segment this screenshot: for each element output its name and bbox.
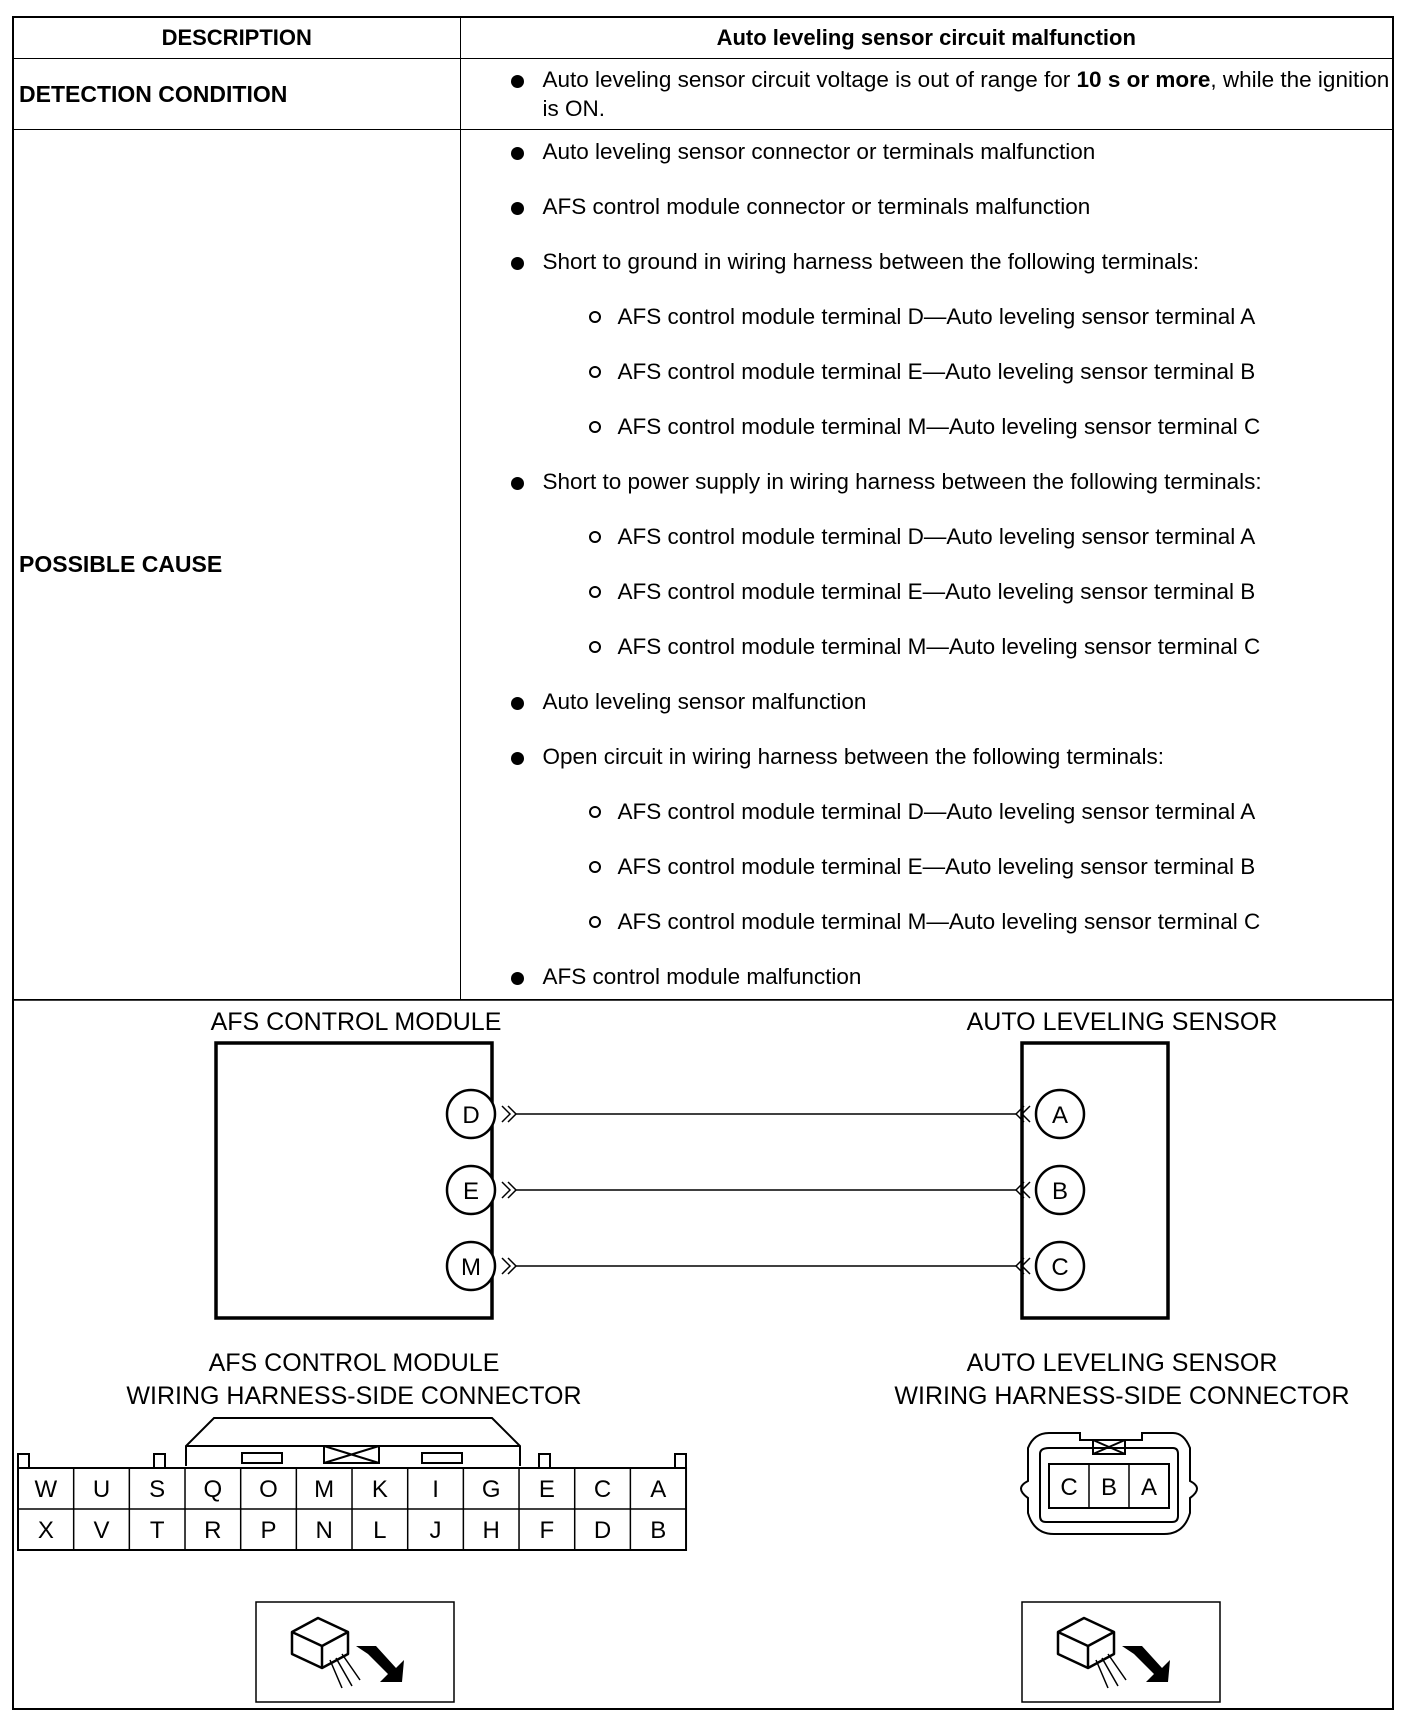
- sensor-title: AUTO LEVELING SENSOR: [966, 1008, 1278, 1036]
- cause-item: Short to ground in wiring harness between the following terminals:: [461, 247, 1393, 276]
- cause-item: Auto leveling sensor malfunction: [461, 687, 1393, 716]
- afs-connector-title-1: AFS CONTROL MODULE: [208, 1349, 500, 1377]
- cause-item: Short to power supply in wiring harness between the following terminals:: [461, 467, 1393, 496]
- header-malfunction-title: Auto leveling sensor circuit malfunction: [460, 18, 1392, 59]
- afs-pin-R: R: [204, 1517, 222, 1544]
- cause-subitem: AFS control module terminal D—Auto leveling sensor terminal A: [461, 522, 1393, 551]
- cause-item: Open circuit in wiring harness between the following terminals:: [461, 742, 1393, 771]
- afs-pin-D: D: [593, 1517, 612, 1544]
- afs-pin-F: F: [539, 1517, 555, 1544]
- document-sheet: [12, 16, 1394, 1710]
- sensor-connector-title-2: WIRING HARNESS-SIDE CONNECTOR: [894, 1382, 1350, 1410]
- afs-pin-U: U: [92, 1476, 111, 1503]
- afs-pin-J: J: [429, 1517, 442, 1544]
- afs-pin-K: K: [371, 1476, 388, 1503]
- afs-pin-E: E: [538, 1476, 555, 1503]
- afs-connector-view-icon: [256, 1602, 454, 1702]
- possible-cause-label: POSSIBLE CAUSE: [14, 130, 460, 1000]
- afs-pin-V: V: [93, 1517, 110, 1544]
- cause-subitem: AFS control module terminal M—Auto leveling sensor terminal C: [461, 907, 1393, 936]
- afs-pin-S: S: [149, 1476, 166, 1503]
- sensor-terminal-label: A: [1051, 1102, 1069, 1129]
- wiring-diagram: [14, 18, 1392, 1708]
- wire-harness: [447, 1090, 1084, 1290]
- afs-terminal-label: D: [462, 1102, 480, 1129]
- cause-subitem: AFS control module terminal D—Auto leveling sensor terminal A: [461, 797, 1393, 826]
- afs-pin-B: B: [650, 1517, 667, 1544]
- afs-terminal-label: M: [461, 1254, 481, 1281]
- afs-terminal-pin-marker: [502, 1258, 516, 1274]
- afs-connector-title-2: WIRING HARNESS-SIDE CONNECTOR: [126, 1382, 582, 1410]
- afs-pin-Q: Q: [203, 1476, 223, 1503]
- cause-subitem: AFS control module terminal E—Auto leveling sensor terminal B: [461, 852, 1393, 881]
- cause-subitem: AFS control module terminal D—Auto leveling sensor terminal A: [461, 302, 1393, 331]
- afs-terminal-pin-marker: [502, 1106, 516, 1122]
- sensor-pin-C: C: [1060, 1474, 1078, 1501]
- afs-pin-N: N: [315, 1517, 333, 1544]
- cause-item: AFS control module malfunction: [461, 962, 1393, 991]
- sensor-pin-B: B: [1100, 1474, 1118, 1501]
- sensor-terminal-label: C: [1051, 1254, 1069, 1281]
- afs-pin-W: W: [34, 1476, 58, 1503]
- afs-pin-O: O: [259, 1476, 278, 1503]
- afs-pin-C: C: [593, 1476, 612, 1503]
- sensor-connector-view-icon: [1022, 1602, 1220, 1702]
- afs-pin-L: L: [373, 1517, 387, 1544]
- sensor-terminal-label: B: [1051, 1178, 1069, 1205]
- detection-condition-text: Auto leveling sensor circuit voltage is out of range for 10 s or more, while the ignition is ON.: [461, 65, 1393, 123]
- cause-subitem: AFS control module terminal M—Auto leveling sensor terminal C: [461, 632, 1393, 661]
- cause-subitem: AFS control module terminal E—Auto leveling sensor terminal B: [461, 357, 1393, 386]
- afs-pin-X: X: [37, 1517, 54, 1544]
- sensor-pin-grid: [1060, 1464, 1157, 1508]
- cause-subitem: AFS control module terminal M—Auto leveling sensor terminal C: [461, 412, 1393, 441]
- cause-subitem: AFS control module terminal E—Auto leveling sensor terminal B: [461, 577, 1393, 606]
- afs-pin-P: P: [260, 1517, 277, 1544]
- afs-pin-H: H: [482, 1517, 500, 1544]
- afs-harness-connector: [18, 1418, 686, 1468]
- afs-pin-G: G: [481, 1476, 501, 1503]
- afs-pin-A: A: [650, 1476, 667, 1503]
- header-description: DESCRIPTION: [14, 18, 460, 59]
- sensor-connector-title-1: AUTO LEVELING SENSOR: [966, 1349, 1278, 1377]
- afs-module-title: AFS CONTROL MODULE: [210, 1008, 502, 1036]
- sensor-pin-A: A: [1140, 1474, 1158, 1501]
- afs-pin-I: I: [432, 1476, 439, 1503]
- afs-pin-M: M: [314, 1476, 335, 1503]
- afs-terminal-label: E: [462, 1178, 480, 1205]
- cause-item: Auto leveling sensor connector or terminals malfunction: [461, 137, 1393, 166]
- cause-item: AFS control module connector or terminals malfunction: [461, 192, 1393, 221]
- afs-pin-T: T: [149, 1517, 165, 1544]
- detection-condition-label: DETECTION CONDITION: [14, 59, 460, 130]
- afs-terminal-pin-marker: [502, 1182, 516, 1198]
- afs-pin-grid: [18, 1468, 686, 1550]
